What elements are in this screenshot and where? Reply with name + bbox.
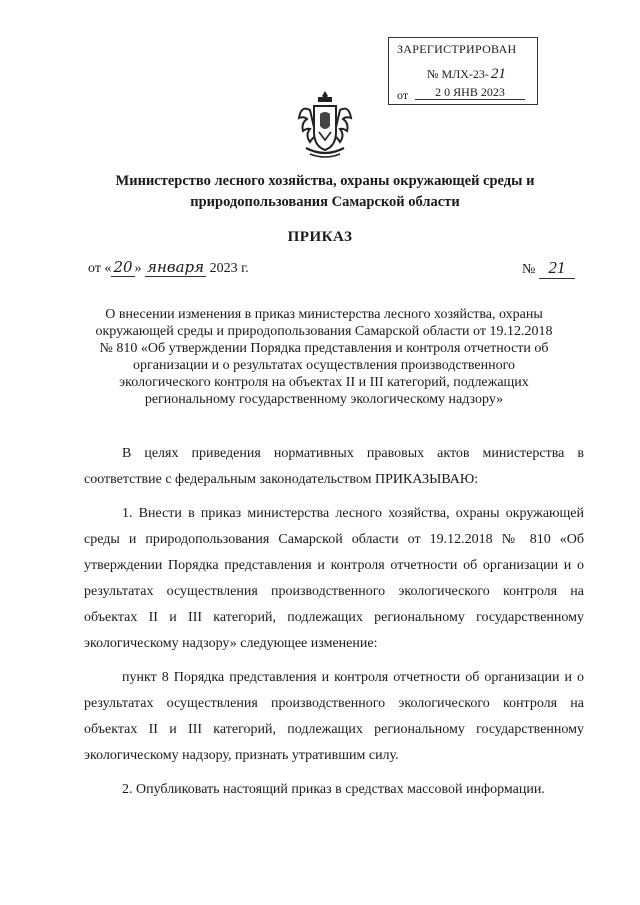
subject-line: региональному государственному экологическому надзору» [144, 392, 504, 407]
order-number [522, 258, 575, 279]
subject-line: № 810 «Об утверждении Порядка представления и контроля отчетности об [99, 341, 549, 356]
coat-of-arms-emblem [296, 88, 354, 160]
subject-line: О внесении изменения в приказ министерства лесного хозяйства, охраны [105, 307, 543, 322]
registration-stamp [388, 37, 538, 105]
stamp-number [427, 67, 506, 82]
stamp-title: ЗАРЕГИСТРИРОВАН [397, 42, 517, 56]
date-month: января [147, 258, 205, 276]
order-date [88, 258, 249, 277]
order-subject [74, 306, 574, 408]
paragraph-preamble: В целях приведения нормативных правовых актов министерства в соответствие с федеральным законодательством ПРИКАЗЫВАЮ: [84, 446, 584, 487]
subject-line: окружающей среды и природопользования Самарской области от 19.12.2018 [95, 324, 553, 339]
date-day: 20 [113, 258, 133, 276]
number-prefix: № [522, 262, 539, 277]
subject-line: организации и о результатах осуществления производственного [133, 358, 515, 373]
date-mid: » [134, 261, 146, 276]
stamp-date-label: от [397, 88, 409, 102]
paragraph-item-1-text: пункт 8 Порядка представления и контроля отчетности об организации и о результатах осуществления производственного экологического контроля на объектах II и III категорий, подлежащих региональному государственному экологическому надзору, признать утратившим силу. [84, 670, 584, 763]
date-prefix: от « [88, 261, 112, 276]
ministry-line: природопользования Самарской области [190, 194, 460, 210]
stamp-number-prefix: № МЛХ-23- [427, 67, 489, 81]
date-year: 2023 г. [206, 261, 249, 276]
document-type: ПРИКАЗ [287, 229, 353, 245]
ministry-line: Министерство лесного хозяйства, охраны окружающей среды и [115, 173, 535, 189]
paragraph-item-2: 2. Опубликовать настоящий приказ в средствах массовой информации. [122, 782, 545, 797]
subject-line: экологического контроля на объектах II и III категорий, подлежащих [119, 375, 529, 390]
number-value: 21 [539, 258, 575, 279]
stamp-number-handwritten: 21 [490, 66, 506, 82]
paragraph-item-1: 1. Внести в приказ министерства лесного хозяйства, охраны окружающей среды и природопользования Самарской области от 19.12.2018 № 810 «Об утверждении Порядка представления и контроля отчетности об организации и о результатах осуществления производственного экологического контроля на объектах II и III категорий, подлежащих региональному государственному экологическому надзору» следующее изменение: [84, 506, 584, 651]
order-body [84, 441, 584, 803]
stamp-date: 2 0 ЯНВ 2023 [415, 86, 525, 100]
ministry-name [60, 171, 590, 213]
